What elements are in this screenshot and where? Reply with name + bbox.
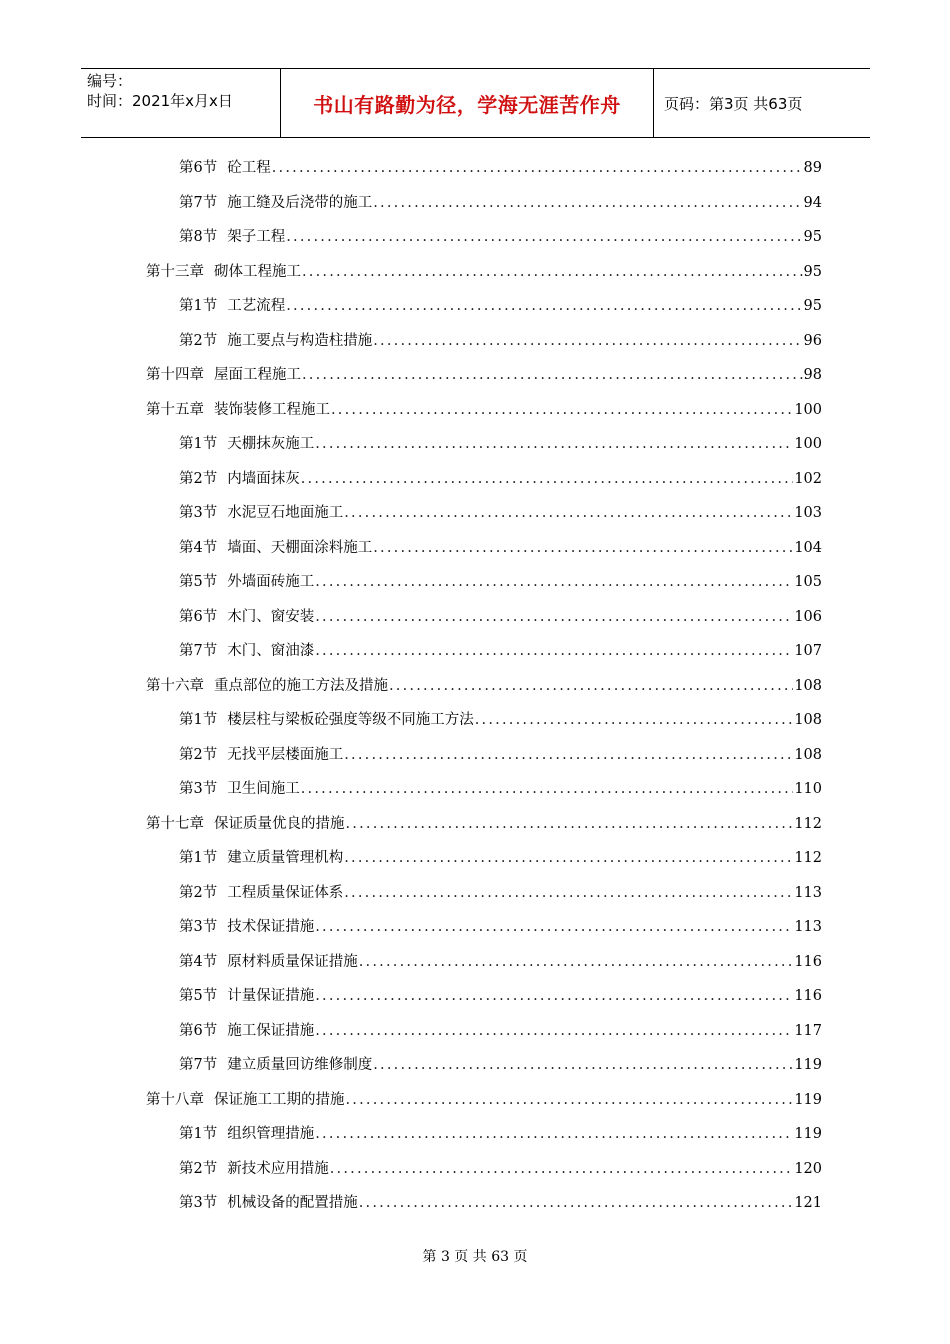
- toc-entry-page: 103: [794, 505, 822, 521]
- header-motto: 书山有路勤为径，学海无涯苦作舟: [281, 69, 654, 137]
- toc-entry-number: 第6节: [179, 160, 218, 176]
- toc-entry-number: 第1节: [179, 298, 218, 314]
- toc-entry-title: 重点部位的施工方法及措施: [214, 677, 388, 694]
- toc-entry-title: 机械设备的配置措施: [227, 1195, 358, 1211]
- toc-entry-title: 外墙面砖施工: [227, 574, 315, 590]
- toc-entry-page: 121: [794, 1195, 822, 1211]
- toc-entry-page: 119: [794, 1126, 822, 1142]
- toc-chapter-entry[interactable]: [146, 396, 822, 420]
- toc-dot-leader: [373, 538, 793, 558]
- toc-section-entry[interactable]: [179, 499, 822, 523]
- toc-section-entry[interactable]: [179, 913, 822, 937]
- toc-dot-leader: [344, 848, 793, 868]
- toc-entry-number: 第十四章: [146, 367, 204, 383]
- toc-dot-leader: [286, 296, 802, 316]
- toc-section-entry[interactable]: [179, 189, 822, 213]
- document-time-label: 时间：2021年x月x日: [87, 92, 233, 110]
- toc-entry-number: 第3节: [179, 919, 218, 935]
- toc-dot-leader: [346, 814, 794, 834]
- toc-entry-number: 第8节: [179, 229, 218, 245]
- toc-entry-title: 天棚抹灰施工: [227, 436, 315, 452]
- toc-section-entry[interactable]: [179, 603, 822, 627]
- toc-entry-page: 116: [794, 953, 822, 970]
- toc-entry-title: 新技术应用措施: [227, 1160, 329, 1177]
- toc-entry-number: 第6节: [179, 608, 218, 625]
- toc-section-entry[interactable]: [179, 948, 822, 972]
- toc-entry-number: 第十五章: [146, 401, 204, 418]
- toc-entry-number: 第3节: [179, 1195, 218, 1211]
- toc-entry-page: 119: [794, 1057, 822, 1073]
- toc-entry-page: 108: [794, 712, 822, 728]
- document-number-label: 编号：: [87, 72, 133, 90]
- toc-entry-title: 建立质量管理机构: [227, 850, 344, 866]
- toc-section-entry[interactable]: [179, 465, 822, 489]
- toc-entry-title: 组织管理措施: [227, 1126, 315, 1142]
- toc-entry-title: 砌体工程施工: [214, 263, 301, 280]
- toc-entry-title: 楼层柱与梁板砼强度等级不同施工方法: [227, 712, 474, 728]
- toc-entry-title: 砼工程: [227, 160, 271, 176]
- toc-entry-number: 第5节: [179, 574, 218, 590]
- toc-entry-number: 第5节: [179, 988, 218, 1004]
- toc-section-entry[interactable]: [179, 1017, 822, 1041]
- toc-section-entry[interactable]: [179, 637, 822, 661]
- toc-chapter-entry[interactable]: [146, 672, 822, 696]
- toc-section-entry[interactable]: [179, 879, 822, 903]
- toc-entry-number: 第十八章: [146, 1091, 204, 1108]
- toc-dot-leader: [359, 952, 794, 972]
- toc-entry-number: 第1节: [179, 436, 218, 452]
- toc-entry-number: 第十三章: [146, 263, 204, 280]
- toc-entry-page: 98: [803, 367, 822, 383]
- toc-entry-title: 保证质量优良的措施: [214, 815, 345, 832]
- toc-entry-number: 第十六章: [146, 677, 204, 694]
- toc-dot-leader: [344, 745, 793, 765]
- toc-dot-leader: [315, 434, 793, 454]
- toc-section-entry[interactable]: [179, 534, 822, 558]
- toc-entry-number: 第2节: [179, 470, 218, 487]
- toc-section-entry[interactable]: [179, 706, 822, 730]
- toc-entry-page: 105: [794, 574, 822, 590]
- toc-entry-number: 第4节: [179, 953, 218, 970]
- toc-entry-page: 96: [803, 332, 822, 349]
- toc-entry-title: 建立质量回访维修制度: [227, 1057, 373, 1073]
- toc-entry-page: 113: [794, 919, 822, 935]
- toc-section-entry[interactable]: [179, 568, 822, 592]
- toc-dot-leader: [389, 676, 793, 696]
- toc-entry-title: 施工保证措施: [227, 1022, 315, 1039]
- toc-entry-title: 架子工程: [227, 229, 286, 245]
- toc-dot-leader: [475, 710, 794, 730]
- toc-entry-title: 卫生间施工: [227, 781, 300, 797]
- toc-entry-page: 95: [803, 263, 822, 280]
- toc-chapter-entry[interactable]: [146, 1086, 822, 1110]
- toc-entry-page: 107: [794, 643, 822, 659]
- toc-entry-page: 108: [794, 746, 822, 763]
- toc-entry-page: 110: [794, 781, 822, 797]
- toc-entry-title: 水泥豆石地面施工: [227, 505, 344, 521]
- toc-dot-leader: [272, 158, 803, 178]
- toc-dot-leader: [301, 779, 794, 799]
- toc-dot-leader: [331, 400, 793, 420]
- toc-entry-page: 119: [794, 1091, 822, 1108]
- toc-entry-number: 第6节: [179, 1022, 218, 1039]
- toc-section-entry[interactable]: [179, 1189, 822, 1213]
- toc-entry-number: 第2节: [179, 1160, 218, 1177]
- toc-section-entry[interactable]: [179, 982, 822, 1006]
- toc-entry-page: 112: [794, 815, 822, 832]
- toc-entry-page: 95: [803, 229, 822, 245]
- toc-dot-leader: [344, 883, 793, 903]
- toc-dot-leader: [315, 641, 793, 661]
- toc-entry-title: 屋面工程施工: [214, 367, 301, 383]
- toc-section-entry[interactable]: [179, 1155, 822, 1179]
- toc-section-entry[interactable]: [179, 223, 822, 247]
- toc-dot-leader: [302, 262, 803, 282]
- toc-entry-page: 89: [803, 160, 822, 176]
- toc-entry-page: 94: [803, 194, 822, 211]
- toc-section-entry[interactable]: [179, 1051, 822, 1075]
- toc-entry-number: 第2节: [179, 332, 218, 349]
- page-footer: 第 3 页 共 63 页: [422, 1249, 528, 1265]
- toc-entry-title: 木门、窗油漆: [227, 643, 315, 659]
- toc-entry-number: 第1节: [179, 712, 218, 728]
- page-header: [81, 68, 870, 138]
- toc-section-entry[interactable]: [179, 1120, 822, 1144]
- toc-chapter-entry[interactable]: [146, 258, 822, 282]
- toc-entry-page: 102: [794, 470, 822, 487]
- toc-chapter-entry[interactable]: [146, 361, 822, 385]
- toc-entry-title: 保证施工工期的措施: [214, 1091, 345, 1108]
- toc-dot-leader: [315, 986, 793, 1006]
- toc-dot-leader: [346, 1090, 794, 1110]
- toc-entry-number: 第十七章: [146, 815, 204, 832]
- toc-entry-title: 技术保证措施: [227, 919, 315, 935]
- toc-entry-title: 工程质量保证体系: [227, 884, 344, 901]
- toc-section-entry[interactable]: [179, 430, 822, 454]
- toc-entry-page: 116: [794, 988, 822, 1004]
- toc-dot-leader: [315, 572, 793, 592]
- toc-dot-leader: [301, 469, 794, 489]
- toc-section-entry[interactable]: [179, 844, 822, 868]
- toc-section-entry[interactable]: [179, 741, 822, 765]
- toc-dot-leader: [373, 331, 802, 351]
- toc-section-entry[interactable]: [179, 327, 822, 351]
- toc-dot-leader: [315, 1124, 793, 1144]
- toc-entry-title: 木门、窗安装: [227, 608, 315, 625]
- toc-entry-number: 第2节: [179, 884, 218, 901]
- toc-entry-page: 104: [794, 539, 822, 556]
- header-meta-cell: [81, 69, 281, 137]
- toc-dot-leader: [330, 1159, 794, 1179]
- toc-entry-number: 第7节: [179, 194, 218, 211]
- toc-entry-title: 无找平层楼面施工: [227, 746, 344, 763]
- toc-entry-number: 第7节: [179, 643, 218, 659]
- toc-entry-title: 施工缝及后浇带的施工: [227, 194, 373, 211]
- toc-entry-number: 第4节: [179, 539, 218, 556]
- toc-dot-leader: [315, 607, 793, 627]
- toc-entry-number: 第3节: [179, 781, 218, 797]
- toc-dot-leader: [302, 365, 803, 385]
- toc-entry-title: 内墙面抹灰: [227, 470, 300, 487]
- toc-section-entry[interactable]: [179, 292, 822, 316]
- toc-chapter-entry[interactable]: [146, 810, 822, 834]
- toc-entry-number: 第1节: [179, 1126, 218, 1142]
- toc-dot-leader: [315, 1021, 793, 1041]
- toc-dot-leader: [315, 917, 793, 937]
- toc-entry-number: 第3节: [179, 505, 218, 521]
- toc-entry-title: 原材料质量保证措施: [227, 953, 358, 970]
- toc-entry-page: 117: [794, 1022, 822, 1039]
- toc-dot-leader: [359, 1193, 794, 1213]
- toc-section-entry[interactable]: [179, 775, 822, 799]
- toc-entry-page: 108: [794, 677, 822, 694]
- toc-entry-number: 第1节: [179, 850, 218, 866]
- toc-dot-leader: [286, 227, 802, 247]
- toc-entry-page: 112: [794, 850, 822, 866]
- toc-entry-title: 工艺流程: [227, 298, 286, 314]
- header-page-info: 页码：第3页 共63页: [664, 94, 803, 113]
- toc-dot-leader: [373, 1055, 793, 1075]
- toc-entry-number: 第2节: [179, 746, 218, 763]
- toc-entry-page: 100: [794, 401, 822, 418]
- toc-entry-title: 计量保证措施: [227, 988, 315, 1004]
- toc-entry-title: 施工要点与构造柱措施: [227, 332, 373, 349]
- toc-entry-number: 第7节: [179, 1057, 218, 1073]
- toc-dot-leader: [373, 193, 802, 213]
- toc-entry-title: 墙面、天棚面涂料施工: [227, 539, 373, 556]
- toc-entry-page: 106: [794, 608, 822, 625]
- toc-dot-leader: [344, 503, 793, 523]
- toc-entry-page: 113: [794, 884, 822, 901]
- toc-entry-title: 装饰装修工程施工: [214, 401, 330, 418]
- toc-section-entry[interactable]: [179, 154, 822, 178]
- toc-entry-page: 100: [794, 436, 822, 452]
- toc-entry-page: 120: [794, 1160, 822, 1177]
- toc-entry-page: 95: [803, 298, 822, 314]
